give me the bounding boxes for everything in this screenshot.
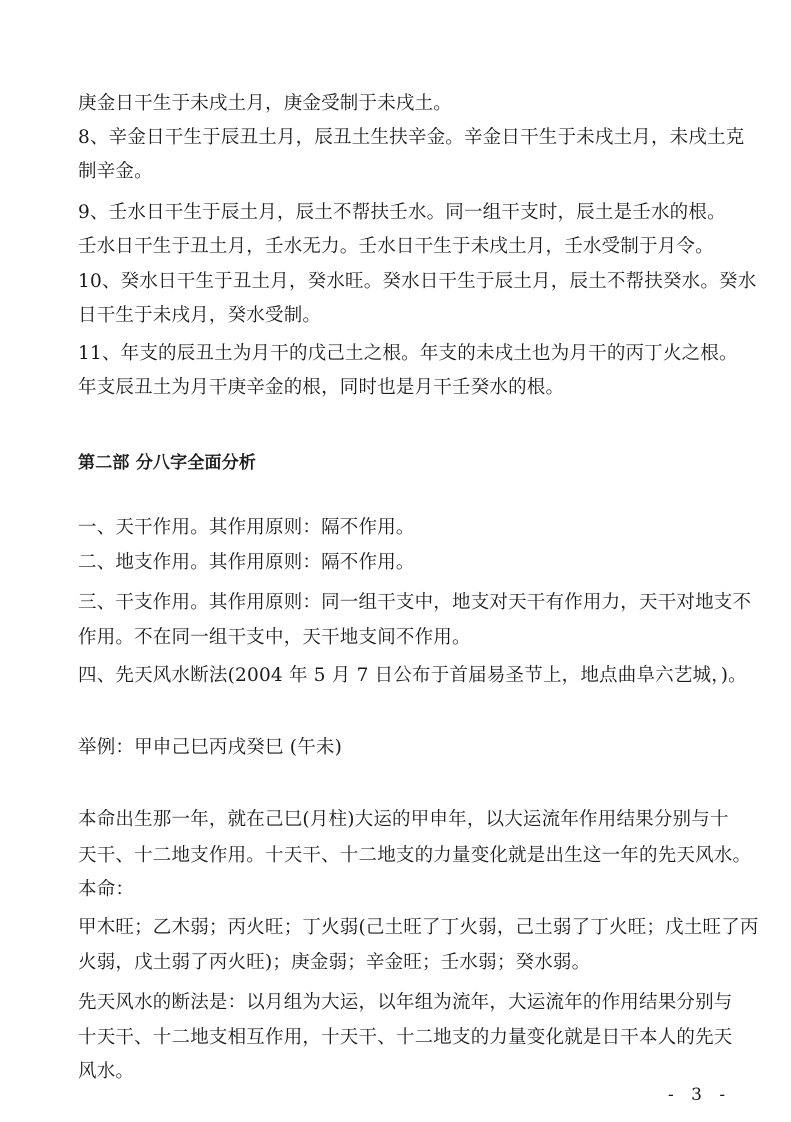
- text-line: 11、年支的辰丑土为月干的戊己土之根。年支的未戌土也为月干的丙丁火之根。: [78, 343, 738, 364]
- text-line: 年支辰丑土为月干庚辛金的根，同时也是月干壬癸水的根。: [78, 377, 565, 398]
- text-line: 三、干支作用。其作用原则：同一组干支中，地支对天干有作用力，天干对地支不: [78, 592, 752, 613]
- section-heading: 第二部 分八字全面分析: [78, 453, 257, 473]
- text-line: 9、壬水日干生于辰土月，辰土不帮扶壬水。同一组干支时，辰土是壬水的根。: [78, 202, 726, 223]
- text-line: 一、天干作用。其作用原则：隔不作用。: [78, 517, 415, 538]
- text-line: 四、先天风水断法(2004 年 5 月 7 日公布于首届易圣节上，地点曲阜六艺城，)。: [78, 665, 747, 686]
- text-line: 天干、十二地支作用。十天干、十二地支的力量变化就是出生这一年的先天风水。: [78, 845, 752, 866]
- example-line: 举例：甲申己巳丙戌癸巳 (午未): [78, 737, 343, 758]
- text-line: 壬水日干生于丑土月，壬水无力。壬水日干生于未戌土月，壬水受制于月令。: [78, 236, 714, 257]
- text-line: 风水。: [78, 1061, 135, 1082]
- text-line: 本命：: [78, 879, 135, 900]
- text-line: 作用。不在同一组干支中，天干地支间不作用。: [78, 627, 471, 648]
- text-line: 本命出生那一年，就在己巳(月柱)大运的甲申年，以大运流年作用结果分别与十: [78, 809, 729, 830]
- text-line: 8、辛金日干生于辰丑土月，辰丑土生扶辛金。辛金日干生于未戌土月，未戌土克: [78, 127, 745, 148]
- text-line: 日干生于未戌月，癸水受制。: [78, 305, 322, 326]
- text-line: 庚金日干生于未戌土月，庚金受制于未戌土。: [78, 93, 453, 114]
- text-line: 10、癸水日干生于丑土月，癸水旺。癸水日干生于辰土月，辰土不帮扶癸水。癸水: [78, 271, 757, 292]
- text-line: 甲木旺；乙木弱；丙火旺；丁火弱(己土旺了丁火弱，己土弱了丁火旺；戊土旺了丙: [78, 917, 759, 938]
- text-line: 二、地支作用。其作用原则：隔不作用。: [78, 552, 415, 573]
- text-line: 制辛金。: [78, 161, 153, 182]
- page-number: - 3 -: [668, 1085, 732, 1105]
- text-line: 火弱，戊土弱了丙火旺)；庚金弱；辛金旺；壬水弱；癸水弱。: [78, 952, 591, 973]
- text-line: 先天风水的断法是：以月组为大运，以年组为流年，大运流年的作用结果分别与: [78, 992, 733, 1013]
- text-line: 十天干、十二地支相互作用，十天干、十二地支的力量变化就是日干本人的先天: [78, 1027, 733, 1048]
